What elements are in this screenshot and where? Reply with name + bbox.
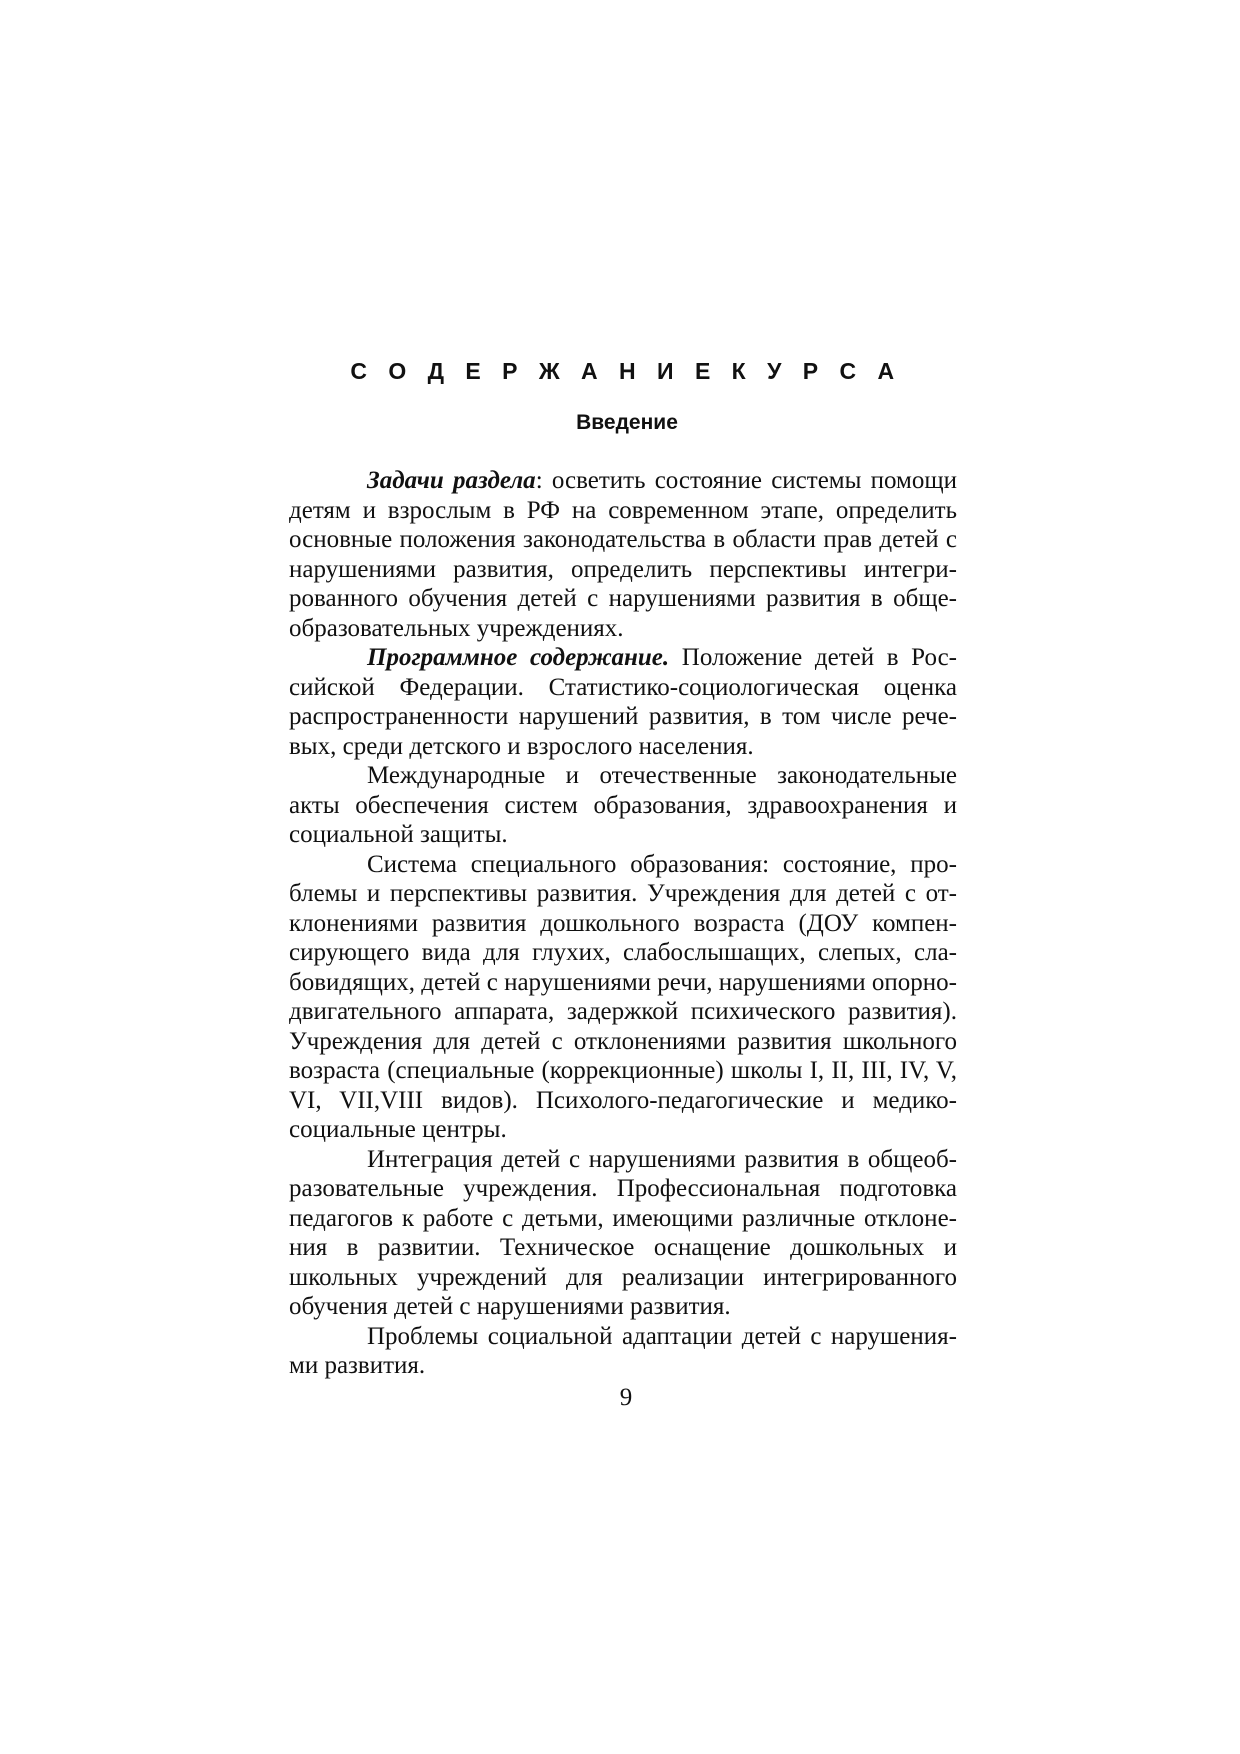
- paragraph-lead: Задачи раздела: [367, 467, 536, 494]
- main-title: С О Д Е Р Ж А Н И Е К У Р С А: [350, 358, 902, 384]
- paragraph-social-adaptation: [289, 1322, 957, 1381]
- paragraph-text: : осветить состояние системы помощи детям и взрослым в РФ на современном этапе, определить основные положения законодательства в области прав детей с нарушениями развития, определить перспективы интегрированного обучения детей с нарушениями развития в общеобразовательных учреждениях.: [289, 467, 957, 642]
- paragraph-text: Интеграция детей с нарушениями развития в общеобразовательные учреждения. Профессиональная подготовка педагогов к работе с детьми, имеющими различные отклонения в развитии. Техническое оснащение дошкольных и школьных учреждений для реализации интегрированного обучения детей с нарушениями развития.: [289, 1145, 957, 1320]
- paragraph-program-content: [289, 643, 957, 761]
- section-title: Введение: [576, 411, 678, 434]
- paragraph-tasks: [289, 466, 957, 643]
- paragraph-text: Проблемы социальной адаптации детей с нарушениями развития.: [289, 1322, 957, 1379]
- page-number: 9: [619, 1384, 633, 1411]
- paragraph-text: Международные и отечественные законодательные акты обеспечения систем образования, здравоохранения и социальной защиты.: [289, 762, 957, 848]
- paragraph-text: Положение детей в Российской Федерации. Статистико-социологическая оценка распространенности нарушений развития, в том числе речевых, среди детского и взрослого населения.: [289, 644, 957, 760]
- paragraph-text: Система специального образования: состояние, проблемы и перспективы развития. Учреждения для детей с отклонениями развития дошкольного возраста (ДОУ компенсирующего вида для глухих, слабослышащих, слепых, слабовидящих, детей с нарушениями речи, нарушениями опорно-двигательного аппарата, задержкой психического развития). Учреждения для детей с отклонениями развития школьного возраста (специальные (коррекционные) школы I, II, III, IV, V, VI, VII,VIII видов). Психолого-педагогические и медико-социальные центры.: [289, 850, 957, 1143]
- page-content: [289, 355, 957, 1381]
- paragraph-special-education: [289, 850, 957, 1145]
- paragraph-integration: [289, 1145, 957, 1322]
- paragraph-lead: Программное содержание.: [367, 644, 670, 671]
- paragraph-legislation: [289, 761, 957, 850]
- body-text: [289, 466, 957, 1381]
